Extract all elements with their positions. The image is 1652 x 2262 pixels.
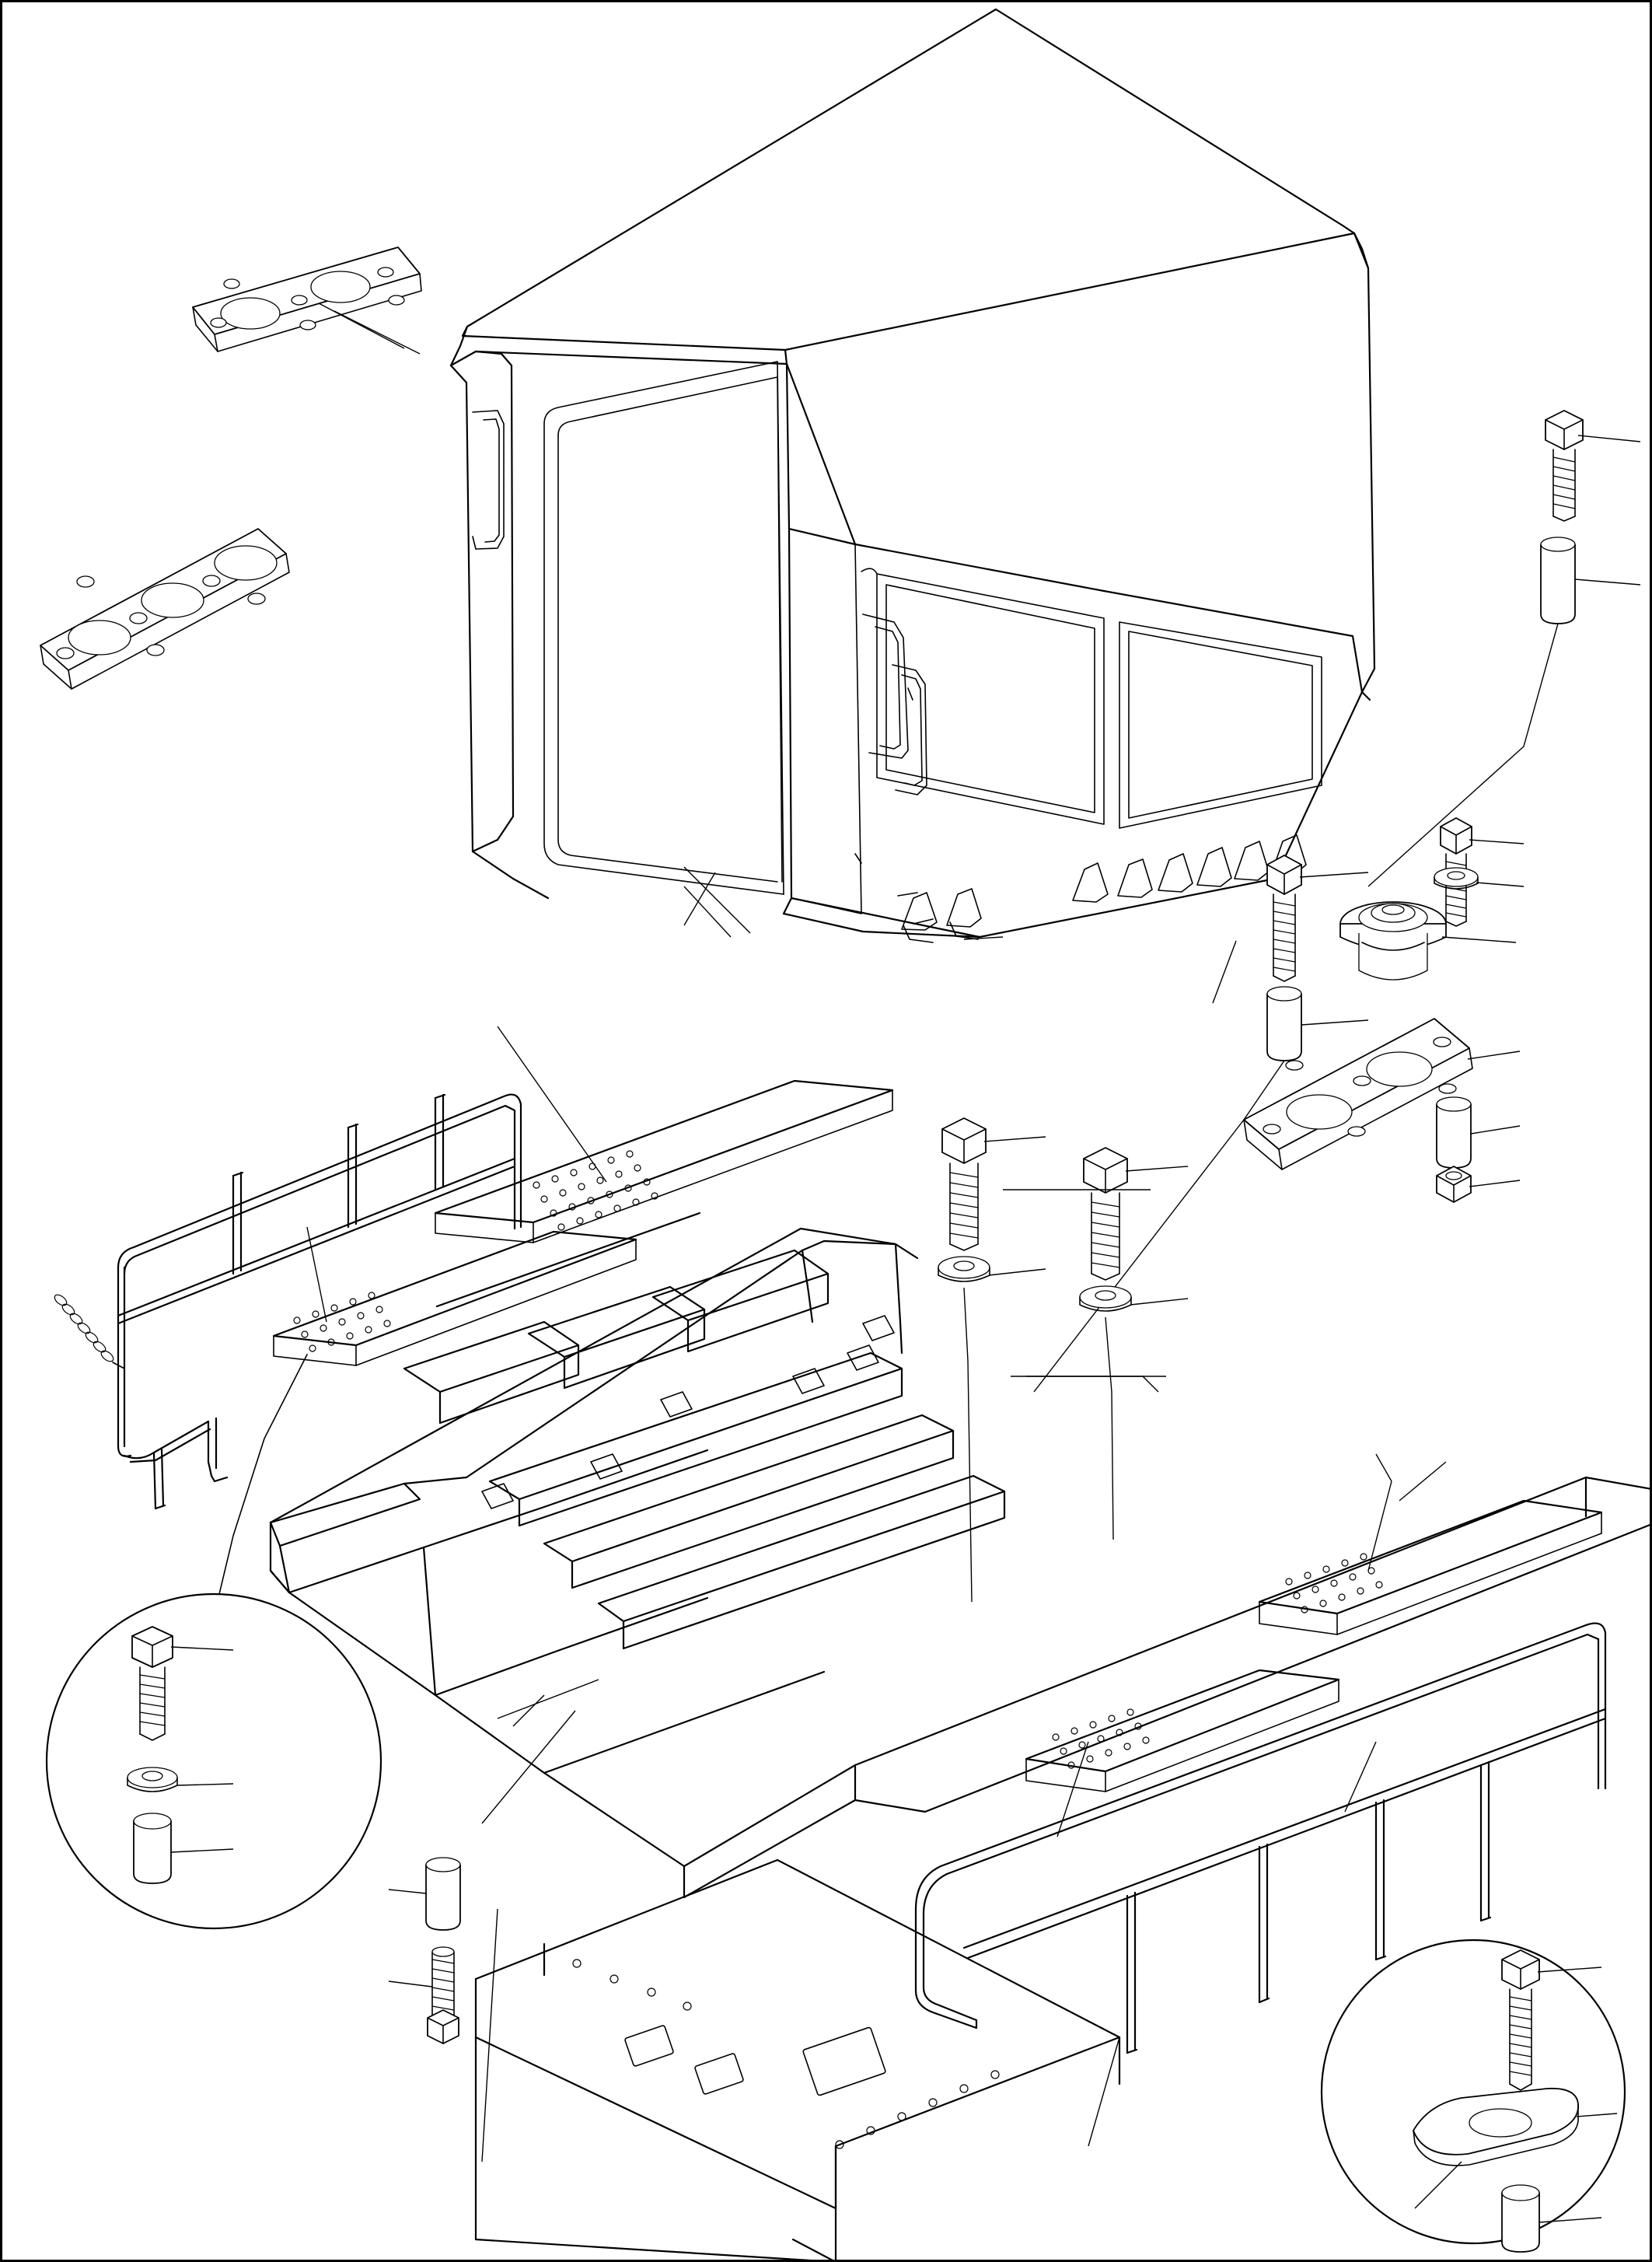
vibration-isolator [1340, 902, 1516, 980]
mounting-shim-plate-upper [193, 247, 421, 354]
bolt-upper-right [1545, 411, 1640, 521]
spacer-lower-left [389, 1858, 460, 1930]
washer-center-right [1026, 1286, 1188, 1540]
operator-cab-group [451, 9, 1374, 942]
deck-right-wing [855, 1454, 1652, 1812]
washer-isolator [1434, 868, 1524, 889]
mounting-shim-plate-lower [40, 529, 289, 689]
detail-bubble-lower-right [1322, 1940, 1625, 2252]
safety-chain [53, 1293, 124, 1369]
perforated-walkway-left-lower [274, 1227, 636, 1365]
spacer-right-lower [1437, 1097, 1520, 1168]
washer-center-left [938, 1257, 1046, 1602]
bolt-lower-left [389, 1947, 459, 2043]
leader-lines [513, 872, 1446, 1726]
spacer-upper-right [1368, 537, 1640, 886]
detail-bubble-lower-left [47, 1355, 381, 1928]
bolt-center-left [942, 1118, 1046, 1250]
machine-frame-deck [271, 1213, 1119, 2262]
perforated-walkway-left-upper [435, 1026, 892, 1243]
nut-right-lower [1437, 1166, 1520, 1202]
